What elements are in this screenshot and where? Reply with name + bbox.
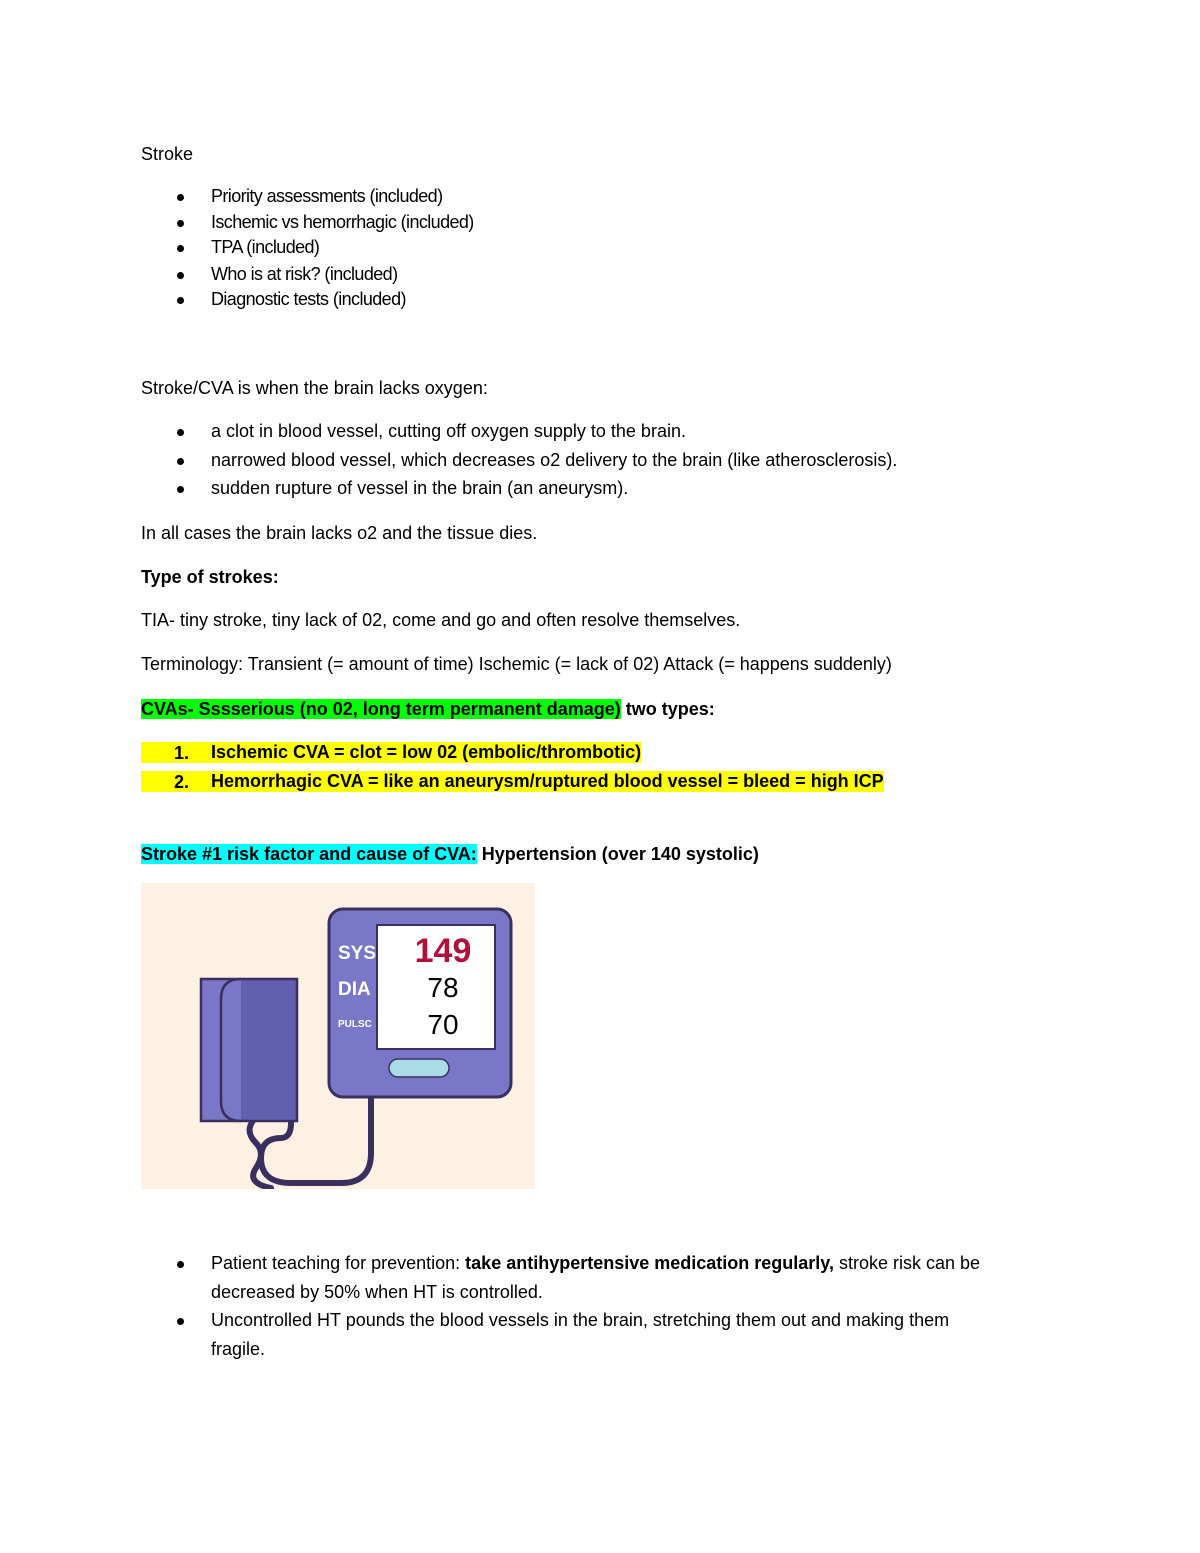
cause-item: narrowed blood vessel, which decreases o2 delivery to the brain (like atherosclerosis).	[211, 450, 898, 470]
list-number: 2.	[174, 772, 190, 792]
teaching-continuation: fragile.	[211, 1339, 266, 1359]
bullet-icon	[177, 272, 184, 279]
bullet-icon	[177, 486, 184, 493]
sys-value: 149	[414, 932, 472, 970]
cva-type-item	[141, 742, 641, 763]
summary-text: In all cases the brain lacks o2 and the tissue dies.	[141, 523, 538, 543]
monitor-button	[389, 1059, 449, 1077]
cuff-wrap	[241, 979, 297, 1121]
bullet-icon	[177, 1261, 184, 1268]
bullet-icon	[177, 458, 184, 465]
risk-line	[141, 844, 759, 865]
bullet-icon	[177, 1318, 184, 1325]
cva-line	[141, 699, 715, 720]
definition-intro: Stroke/CVA is when the brain lacks oxygen:	[141, 378, 488, 398]
sys-label: SYS	[338, 943, 377, 964]
teaching-item	[211, 1253, 980, 1274]
cause-item: a clot in blood vessel, cutting off oxygen supply to the brain.	[211, 421, 686, 441]
bullet-icon	[177, 429, 184, 436]
bullet-icon	[177, 194, 184, 201]
blood-pressure-monitor-image	[141, 883, 535, 1189]
topic-item: Who is at risk? (included)	[211, 264, 398, 284]
risk-highlight: Stroke #1 risk factor and cause of CVA:	[141, 844, 477, 864]
teaching-bold: take antihypertensive medication regularly,	[465, 1253, 834, 1273]
topic-item: Diagnostic tests (included)	[211, 289, 406, 309]
teaching-continuation: decreased by 50% when HT is controlled.	[211, 1282, 543, 1302]
terminology-text: Terminology: Transient (= amount of time) Ischemic (= lack of 02) Attack (= happens suddenly)	[141, 654, 892, 674]
dia-label: DIA	[338, 979, 371, 1000]
types-heading: Type of strokes:	[141, 567, 279, 587]
risk-rest: Hypertension (over 140 systolic)	[476, 844, 759, 864]
topic-item: Priority assessments (included)	[211, 186, 443, 206]
dia-value: 78	[427, 972, 459, 1003]
cva-type-text: Hemorrhagic CVA = like an aneurysm/ruptured blood vessel = bleed = high ICP	[211, 771, 884, 791]
teaching-end: stroke risk can be	[833, 1253, 981, 1273]
tia-text: TIA- tiny stroke, tiny lack of 02, come and go and often resolve themselves.	[141, 610, 741, 630]
list-number: 1.	[174, 743, 190, 763]
pulse-label: PULSC	[338, 1019, 372, 1030]
teaching-plain: Patient teaching for prevention:	[211, 1253, 466, 1273]
topic-item: Ischemic vs hemorrhagic (included)	[211, 212, 474, 232]
bullet-icon	[177, 220, 184, 227]
page-heading: Stroke	[141, 144, 194, 164]
topic-item: TPA (included)	[211, 237, 320, 257]
teaching-item: Uncontrolled HT pounds the blood vessels in the brain, stretching them out and making them	[211, 1310, 950, 1330]
cva-type-text: Ischemic CVA = clot = low 02 (embolic/thrombotic)	[211, 742, 642, 762]
cause-item: sudden rupture of vessel in the brain (an aneurysm).	[211, 478, 629, 498]
cva-highlight: CVAs- Sssserious (no 02, long term permanent damage)	[141, 699, 621, 719]
bullet-icon	[177, 245, 184, 252]
cva-type-item	[141, 771, 884, 792]
cva-rest: two types:	[620, 699, 715, 719]
bullet-icon	[177, 297, 184, 304]
pulse-value: 70	[427, 1009, 459, 1040]
